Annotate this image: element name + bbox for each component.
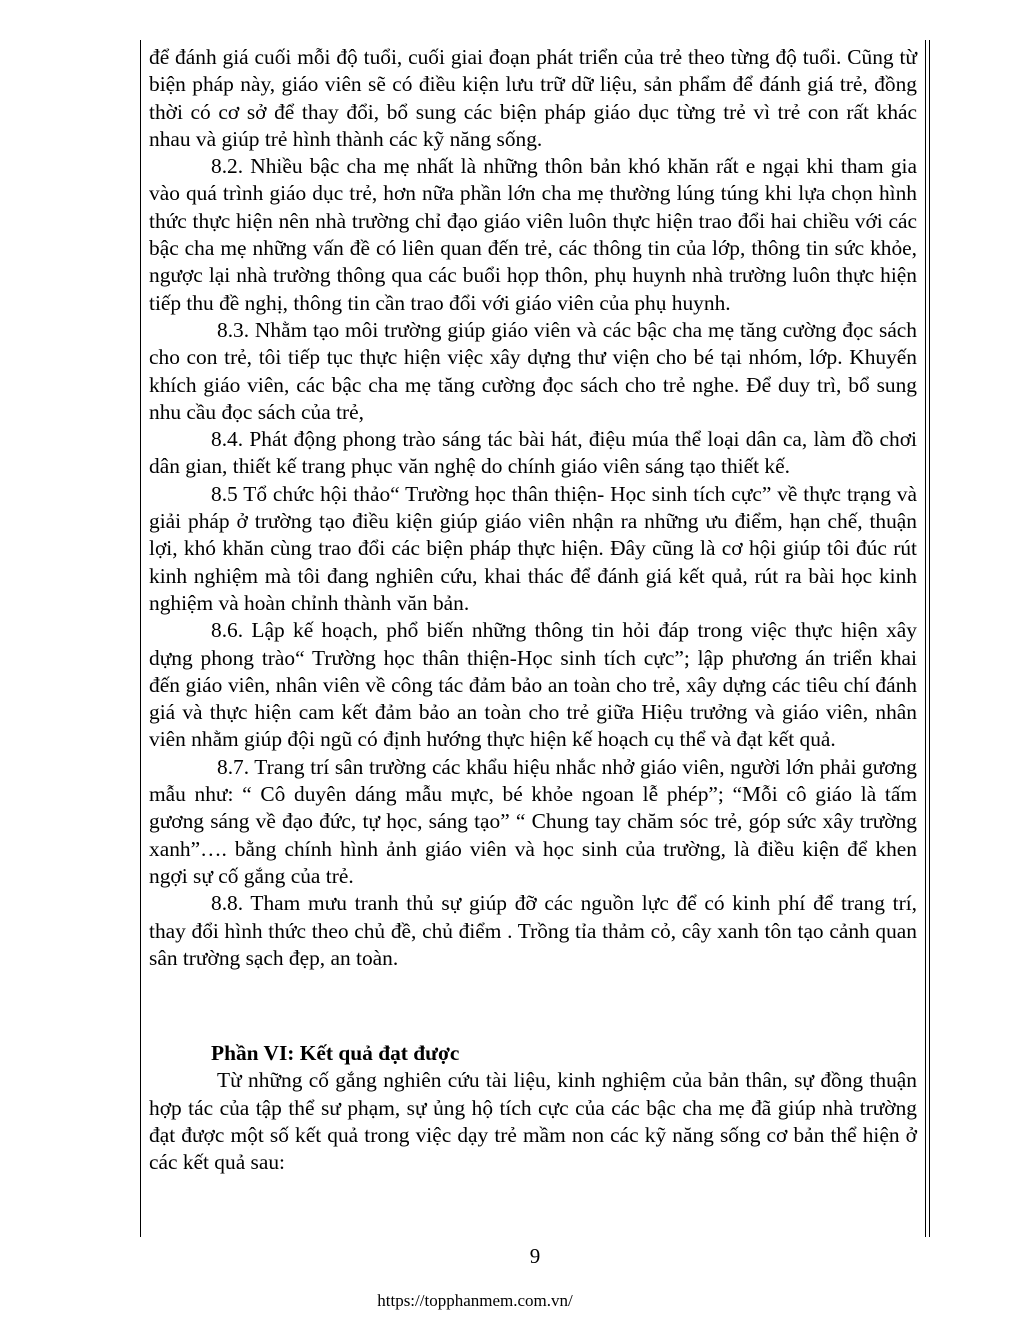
footer-url[interactable]: https://topphanmem.com.vn/: [377, 1291, 573, 1310]
section-heading: Phần VI: Kết quả đạt được: [211, 1041, 460, 1066]
paragraph-8-8: 8.8. Tham mưu tranh thủ sự giúp đỡ các nguồn lực để có kinh phí để trang trí, thay đổi hình thức theo chủ đề, chủ điểm . Trồng tỉa thảm cỏ, cây xanh tôn tạo cảnh quan sân trường sạch đẹp, an toàn.: [149, 891, 917, 970]
paragraph-8-2: 8.2. Nhiều bậc cha mẹ nhất là những thôn bản khó khăn rất e ngại khi tham gia vào quá trình giáo dục trẻ, hơn nữa phần lớn cha mẹ thường lúng túng khi lựa chọn hình thức thực hiện nên nhà trường chỉ đạo giáo viên luôn thực hiện trao đổi hai chiều với các bậc cha mẹ những vấn đề có liên quan đến trẻ, các thông tin của lớp, thông tin sức khỏe, ngược lại nhà trường thông qua các buổi họp thôn, phụ huynh nhà trường luôn thực hiện tiếp thu đề nghị, thông tin cần trao đổi với giáo viên của phụ huynh.: [149, 154, 917, 315]
paragraph-8-7: 8.7. Trang trí sân trường các khẩu hiệu nhắc nhở giáo viên, người lớn phải gương mẫu như: “ Cô duyên dáng mẫu mực, bé khỏe ngoan lễ phép”; “Mỗi cô giáo là tấm gương sáng về đạo đức, tự học, sáng tạo” “ Chung tay chăm sóc trẻ, góp sức xây trường xanh”…. bằng chính hình ảnh giáo viên và học sinh của trường, là điều kiện để khen ngợi sự cố gắng của trẻ.: [149, 754, 917, 888]
paragraph-8-6: 8.6. Lập kế hoạch, phổ biến những thông tin hỏi đáp trong việc thực hiện xây dựng phong trào“ Trường học thân thiện-Học sinh tích cực”; lập phương án triển khai đến giáo viên, nhân viên về công tác đảm bảo an toàn cho trẻ, xây dựng các tiêu chí đánh giá và thực hiện cam kết đảm bảo an toàn cho trẻ giữa Hiệu trưởng và giáo viên, nhân viên nhằm giúp đội ngũ có định hướng thực hiện kế hoạch cụ thể và đạt kết quả.: [149, 618, 917, 752]
paragraph-8-5: 8.5 Tổ chức hội thảo“ Trường học thân thiện- Học sinh tích cực” về thực trạng và giải pháp ở trường tạo điều kiện giúp giáo viên nhận ra những ưu điểm, hạn chế, thuận lợi, khó khăn cùng trao đổi các biện pháp thực hiện. Đây cũng là cơ hội giúp tôi đúc rút kinh nghiệm mà tôi đang nghiên cứu, khai thác để đánh giá kết quả, rút ra bài học kinh nghiệm và hoàn chỉnh thành văn bản.: [149, 481, 917, 615]
page-number: 9: [529, 1244, 541, 1268]
document-body: [149, 44, 917, 1177]
paragraph-8-4: 8.4. Phát động phong trào sáng tác bài hát, điệu múa thể loại dân ca, làm đồ chơi dân gian, thiết kế trang phục văn nghệ do chính giáo viên sáng tạo thiết kế.: [149, 427, 917, 479]
section-paragraph: Từ những cố gắng nghiên cứu tài liệu, kinh nghiệm của bản thân, sự đồng thuận hợp tác của tập thể sư phạm, sự ủng hộ tích cực của các bậc cha mẹ đã giúp nhà trường đạt được một số kết quả trong việc dạy trẻ mầm non các kỹ năng sống cơ bản thể hiện ở các kết quả sau:: [149, 1068, 917, 1175]
section-spacer: [149, 972, 917, 1040]
paragraph-intro: để đánh giá cuối mỗi độ tuổi, cuối giai đoạn phát triển của trẻ theo từng độ tuổi. Cũng từ biện pháp này, giáo viên sẽ có điều kiện lưu trữ dữ liệu, sản phẩm để đánh giá trẻ, đồng thời có cơ sở để thay đổi, bổ sung các biện pháp giáo dục từng trẻ vì trẻ con rất khác nhau và giúp trẻ hình thành các kỹ năng sống.: [149, 45, 917, 151]
paragraph-8-3: 8.3. Nhằm tạo môi trường giúp giáo viên và các bậc cha mẹ tăng cường đọc sách cho con trẻ, tôi tiếp tục thực hiện việc xây dựng thư viện cho bé tại nhóm, lớp. Khuyến khích giáo viên, các bậc cha mẹ tăng cường đọc sách cho trẻ nghe. Để duy trì, bổ sung nhu cầu đọc sách của trẻ,: [149, 317, 917, 424]
